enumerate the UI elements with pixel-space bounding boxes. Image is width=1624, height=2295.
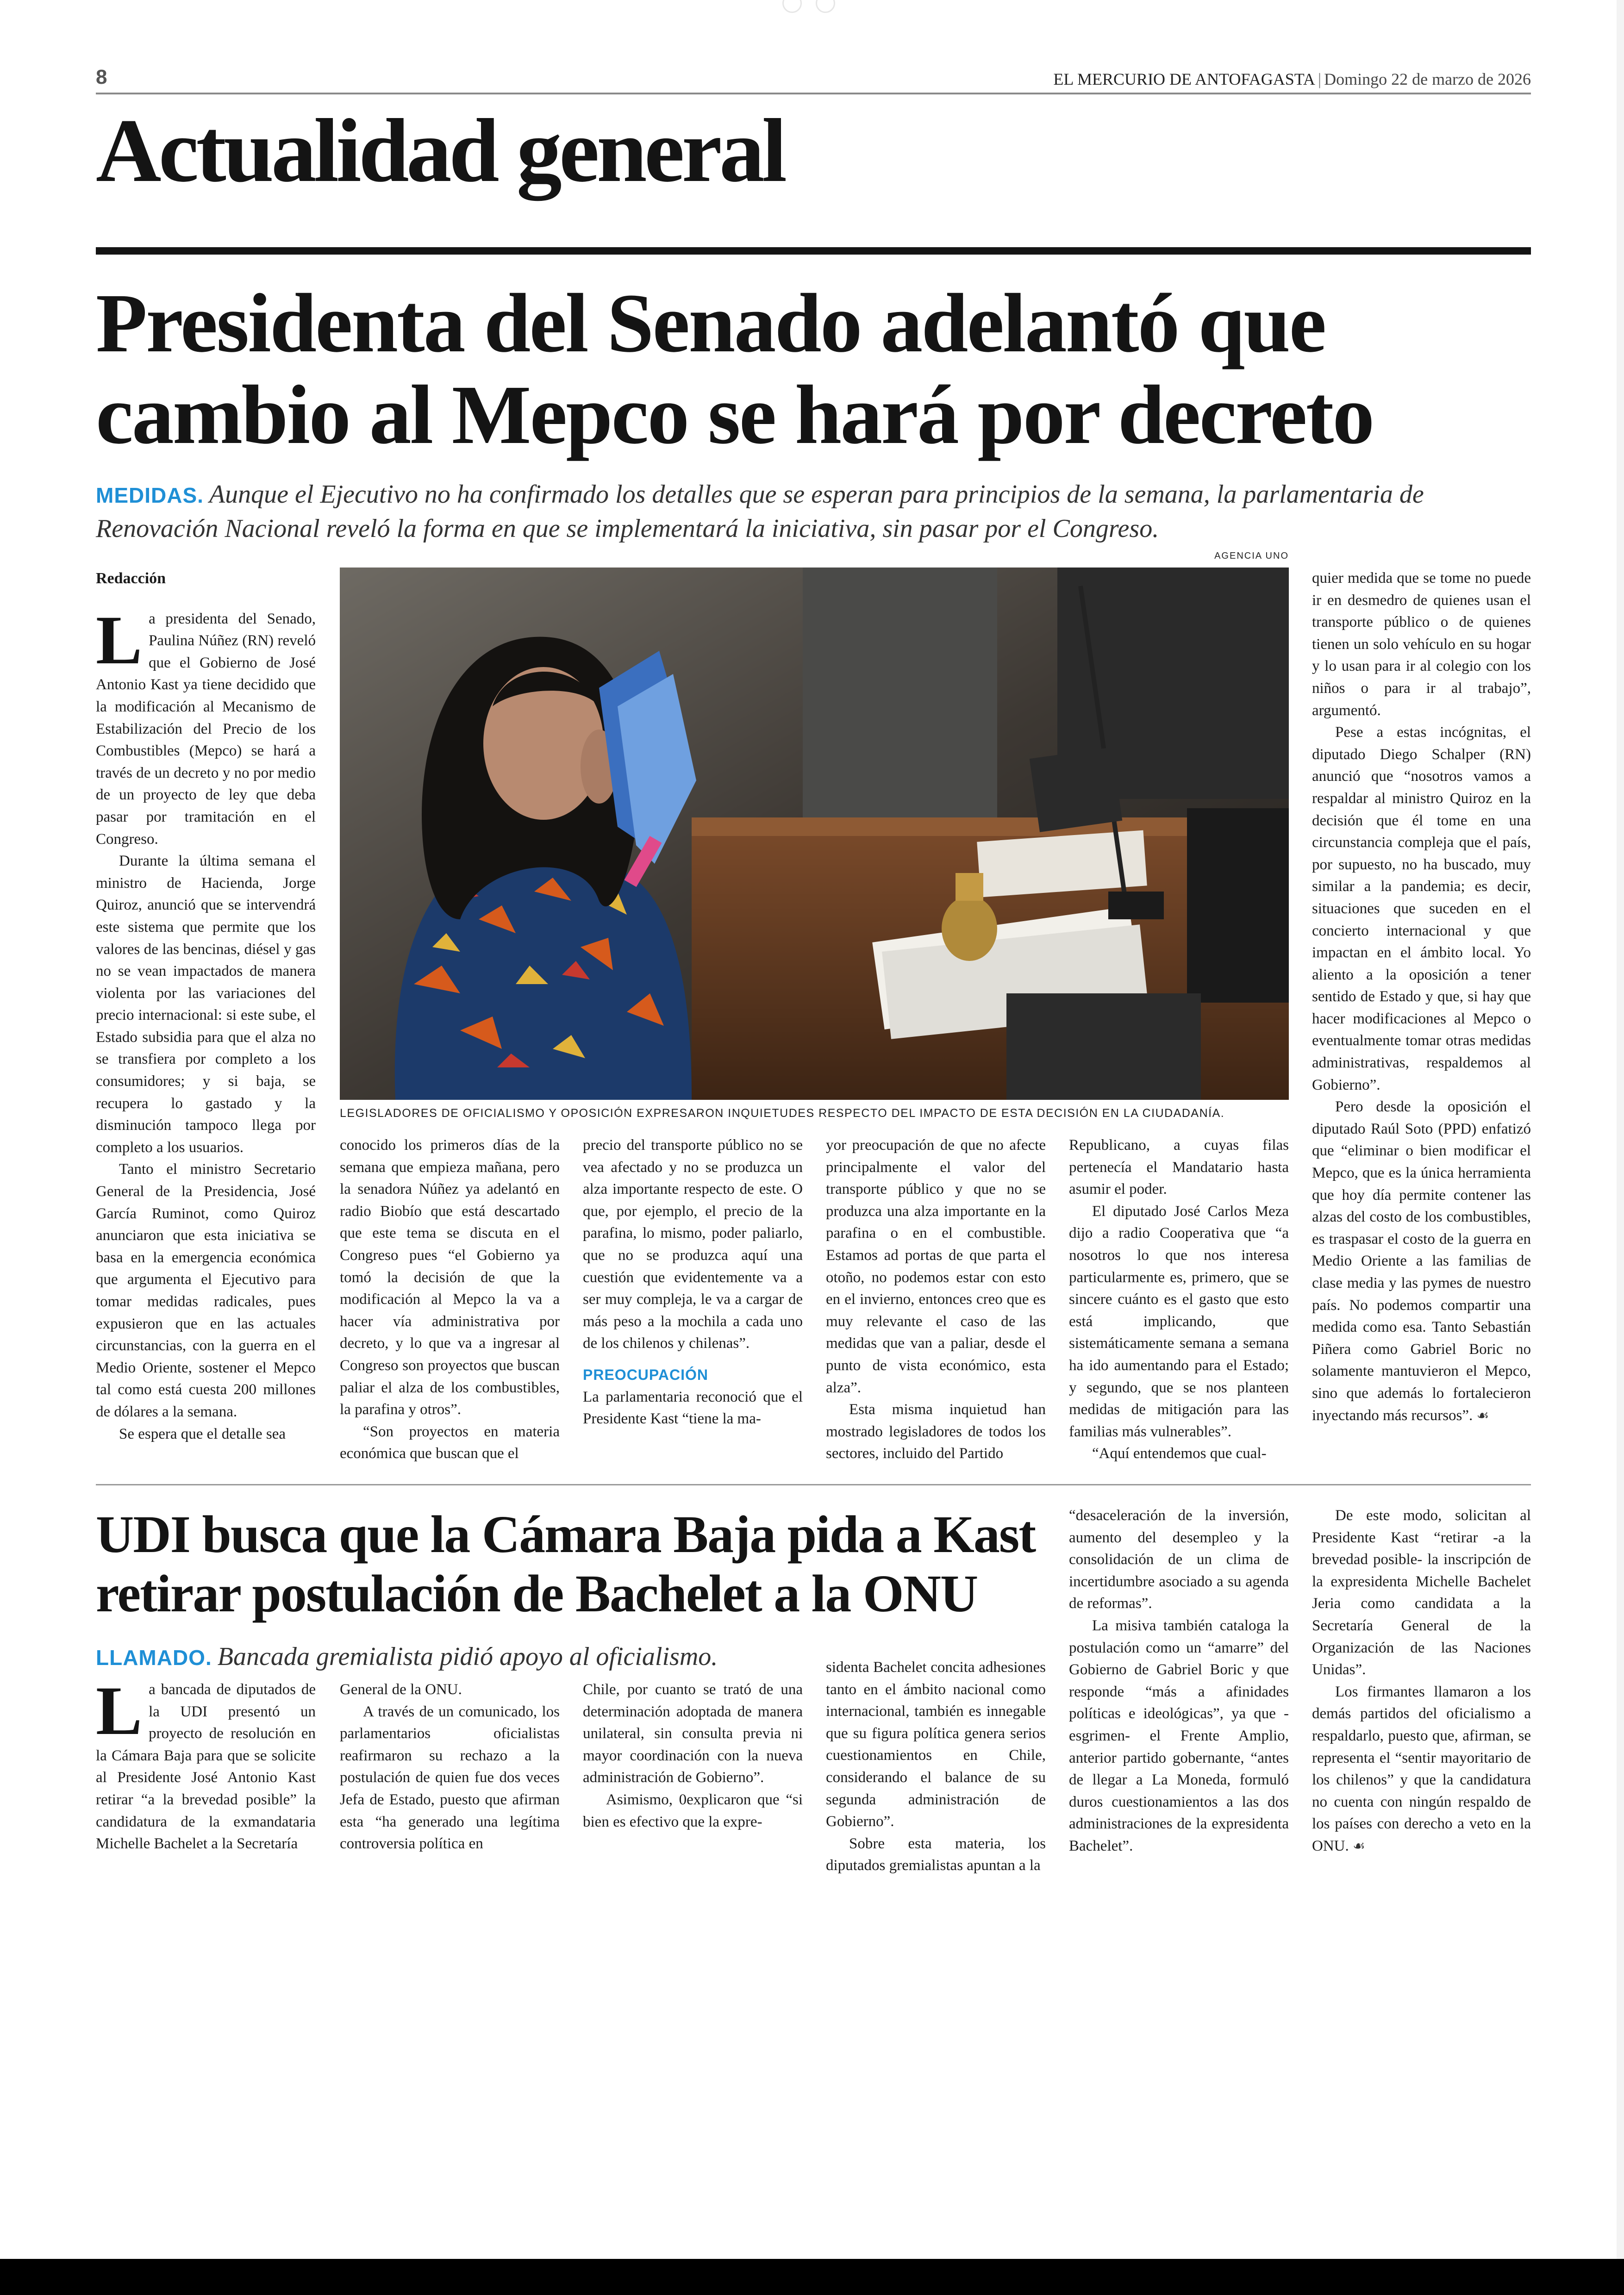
page-indicator [782,0,838,14]
article2-headline-line2: retirar postulación de Bachelet a la ONU [96,1564,978,1623]
article1-paragraph: yor preocupación de que no afecte principalmente el valor del transporte público y que no se produzca una alza importante en la parafina o en el combustible. Estamos ad portas de que parta el otoño, no podemos estar con esto en el invierno, entonces creo que es muy relevante el caso de las medidas que van a paliar, desde el punto de vista económico, esta alza”. [826,1137,1046,1396]
end-of-article-icon: ☙ [1353,1838,1365,1854]
article2-col5 [1069,1505,1289,1858]
article2-col3 [583,1679,803,1833]
section-title: Actualidad general [96,100,785,201]
article1-col6 [1312,568,1531,1427]
article1-body [96,568,1531,1479]
article2-paragraph: sidenta Bachelet concita adhesiones tanto en el ámbito nacional como internacional, también es innegable que su figura política genera serios cuestionamientos en Chile, considerando el balance de su segunda administración de Gobierno”. [826,1659,1046,1830]
scrollbar-track[interactable] [1617,0,1624,2259]
page-header [96,65,1531,94]
article2-paragraph: General de la ONU. [340,1681,462,1698]
article1-paragraph [96,601,316,851]
article1-paragraph: El diputado José Carlos Meza dijo a radio Cooperativa que “a nosotros lo que nos interesa particularmente es, primero, que se sincere cuánto es el gasto que esto está implicando, que sistemáticamente semana a semana ha ido aumentando para el Estado; y segundo, que se nos planteen medidas de mitigación para las familias más vulnerables”. [1069,1203,1289,1440]
article2-kicker: LLAMADO. [96,1646,212,1670]
page-number: 8 [96,66,107,88]
article2-body [96,1485,1531,1902]
article1-col4 [826,1135,1046,1465]
article2-deck-text: Bancada gremialista pidió apoyo al oficialismo. [217,1642,718,1671]
newspaper-page [96,65,1531,1902]
article1-headline-line1: Presidenta del Senado adelantó que [96,277,1325,370]
byline: Redacción [96,570,166,587]
paragraph-text: a bancada de diputados de la UDI presentó un proyecto de resolución en la Cámara Baja para que se solicite al Presidente José Antonio Kast retirar “a la brevedad posible” la candidatura de la exmandataria Michelle Bachelet a la Secretaría [96,1681,316,1852]
article1-paragraph: Tanto el ministro Secretario General de la Presidencia, José García Ruminot, como Quiroz anunciaron que esta iniciativa se basa en la emergencia económica que argumenta el Ejecutivo para tomar medidas radicales, pues expusieron que en las actuales circunstancias, con la guerra en el Medio Oriente, sostener el Mepco tal como está cuesta 200 millones de dólares a la semana. [96,1161,316,1420]
senate-photo-illustration [340,568,1289,1100]
article2-headline [96,1505,1045,1623]
article1-paragraph: precio del transporte público no se vea afectado y no se produzca un alza importante respecto de este. O que, por ejemplo, el precio de la parafina, lo mismo, poder paliarlo, que no se produzca aquí una cuestión que evidentemente va a ser muy compleja, le va a cargar de más peso a la mochila a cada uno de los chilenos y chilenas”. [583,1137,803,1352]
article2-paragraph [1312,1681,1531,1858]
article2-paragraph: A través de un comunicado, los parlamentarios oficialistas reafirmaron su rechazo a la postulación de quien fue dos veces Jefa de Estado, puesto que afirman esta “ha generado una legítima controversia política en [340,1703,560,1852]
article2-paragraph: “desaceleración de la inversión, aumento del desempleo y la consolidación de un clima de incertidumbre asociado a su agenda de reformas”. [1069,1507,1289,1612]
paragraph-text: Los firmantes llamaron a los demás partidos del oficialismo a respaldarlo, puesto que, afirman, se representa el “sentir mayoritario de los chilenos” y que la candidatura no cuenta con ningún respaldo de los países con derecho a veto en la ONU. [1312,1683,1531,1854]
article1-col3 [583,1135,803,1430]
end-of-article-icon: ☙ [1476,1407,1489,1424]
masthead-separator: | [1318,70,1322,88]
article2-paragraph: Sobre esta materia, los diputados gremialistas apuntan a la [826,1835,1046,1874]
paragraph-text: a presidenta del Senado, Paulina Núñez (RN) reveló que el Gobierno de José Antonio Kast ya tiene decidido que la modificación al Mecanismo de Estabilización del Precio de los Combustibles (Mepco) se hará a través de un decreto y no por medio de un proyecto de ley que deba pasar por tramitación en el Congreso. [96,610,316,848]
article1-headline-line2: cambio al Mepco se hará por decreto [96,368,1374,461]
section-divider [96,247,1531,255]
article2-paragraph [96,1672,316,1855]
drop-cap: L [96,1672,143,1749]
article2-header [96,1505,1045,1671]
article1-col2 [340,1135,560,1465]
article2-col4 [826,1657,1046,1877]
article2-paragraph: Chile, por cuanto se trató de una determinación adoptada de manera unilateral, sin consulta previa ni mayor coordinación con la nueva administración de Gobierno”. [583,1681,803,1786]
article1-paragraph: Durante la última semana el ministro de Hacienda, Jorge Quiroz, anunció que se intervendrá este sistema que permite que los valores de las bencinas, diésel y gas no se vean impactados de manera violenta por las variaciones del precio internacional: si este sube, el Estado subsidia para que el alza no se transfiera por completo a los consumidores; y si baja, se recupera lo gastado y la disminución tampoco llega por completo a los usuarios. [96,853,316,1156]
article1-col5 [1069,1135,1289,1465]
article1-paragraph: conocido los primeros días de la semana que empieza mañana, pero la senadora Núñez ya adelantó en radio Biobío que está descartado que este tema se discuta en el Congreso pues “el Gobierno ya tomó la decisión de que la modificación al Mepco la va a hacer vía administrativa por decreto, y lo que va a ingresar al Congreso son proyectos que buscan paliar el alza de los combustibles, la parafina y otros”. [340,1137,560,1418]
page-dot[interactable] [782,0,802,13]
article1-headline [96,278,1531,461]
page-dot[interactable] [816,0,835,13]
article1-paragraph [1312,1096,1531,1427]
article1-paragraph: quier medida que se tome no puede ir en desmedro de quienes usan el transporte público o de quienes tienen un solo vehículo en su hogar y lo usan para ir al colegio con los niños o para ir al trabajo”, argumentó. [1312,570,1531,719]
article2-paragraph: De este modo, solicitan al Presidente Kast “retirar -a la brevedad posible- la inscripción de la expresidenta Michelle Bachelet Jeria como candidata a la Secretaría General de la Organización de las Naciones Unidas”. [1312,1507,1531,1678]
article2-paragraph: Asimismo, 0explicaron que “si bien es efectivo que la expre- [583,1791,803,1830]
paragraph-text: Pero desde la oposición el diputado Raúl Soto (PPD) enfatizó que “eliminar o bien modificar el Mepco, que es la única herramienta que hoy día permite contener las alzas del costo de los combustibles, es traspasar el costo de la guerra en Medio Oriente a las familias de clase media y las pymes de nuestro país. No podemos compartir una medida como esa. Tanto Sebastián Piñera como Gabriel Boric no solamente mantuvieron el Mepco, sino que además lo fortalecieron inyectando más recursos”. [1312,1098,1531,1424]
issue-date: Domingo 22 de marzo de 2026 [1324,70,1531,88]
article1-kicker: MEDIDAS. [96,483,204,507]
article1-paragraph: “Aquí entendemos que cual- [1092,1445,1267,1462]
article1-paragraph: Pese a estas incógnitas, el diputado Diego Schalper (RN) anunció que “nosotros vamos a respaldar al ministro Quiroz en la decisión que él tome en una circunstancia compleja que el país, por supuesto, no ha buscado, muy similar a la pandemia; es decir, situaciones que suceden en el concierto internacional y que impactan en el ámbito local. Yo aliento a la oposición a tener sentido de Estado y que, si hay que hacer modificaciones al Mepco o eventualmente tomar otras medidas administrativas, respaldemos al Gobierno”. [1312,724,1531,1093]
drop-cap: L [96,601,143,679]
subhead-preocupacion: PREOCUPACIÓN [583,1366,708,1383]
article2-col2 [340,1679,560,1855]
article1-paragraph: La parlamentaria reconoció que el Presidente Kast “tiene la ma- [583,1388,803,1428]
newspaper-name: EL MERCURIO DE ANTOFAGASTA [1053,70,1315,88]
photo-caption: LEGISLADORES DE OFICIALISMO Y OPOSICIÓN EXPRESARON INQUIETUDES RESPECTO DEL IMPACTO DE ESTA DECISIÓN EN LA CIUDADANÍA. [340,1107,1225,1120]
article1-col1 [96,568,316,1445]
photo-credit: AGENCIA UNO [1214,551,1289,561]
masthead [1053,69,1531,89]
article1-paragraph: Republicano, a cuyas filas pertenecía el Mandatario hasta asumir el poder. [1069,1137,1289,1198]
article2-col6 [1312,1505,1531,1858]
article1-paragraph: Esta misma inquietud han mostrado legisladores de todos los sectores, incluido del Partido [826,1401,1046,1462]
article2-headline-line1: UDI busca que la Cámara Baja pida a Kast [96,1505,1036,1564]
bottom-navigation-bar [0,2259,1624,2295]
article2-paragraph: La misiva también cataloga la postulación como un “amarre” del Gobierno de Gabriel Boric y que responde “más a afinidades políticas e ideológicas”, ya que -esgrimen- el Frente Amplio, anterior partido gobernante, “antes de llegar a La Moneda, formuló duros cuestionamientos a las dos administraciones de la expresidenta Bachelet”. [1069,1617,1289,1854]
article1-paragraph: Se espera que el detalle sea [119,1425,286,1442]
article2-col1 [96,1672,316,1855]
article1-paragraph: “Son proyectos en materia económica que buscan que el [340,1423,560,1462]
article1-deck-text: Aunque el Ejecutivo no ha confirmado los detalles que se esperan para principios de la semana, la parlamentaria de Renovación Nacional reveló la forma en que se implementará la iniciativa, sin pasar por el Congreso. [96,480,1424,543]
article1-deck [96,478,1531,545]
article-photo [340,568,1289,1100]
